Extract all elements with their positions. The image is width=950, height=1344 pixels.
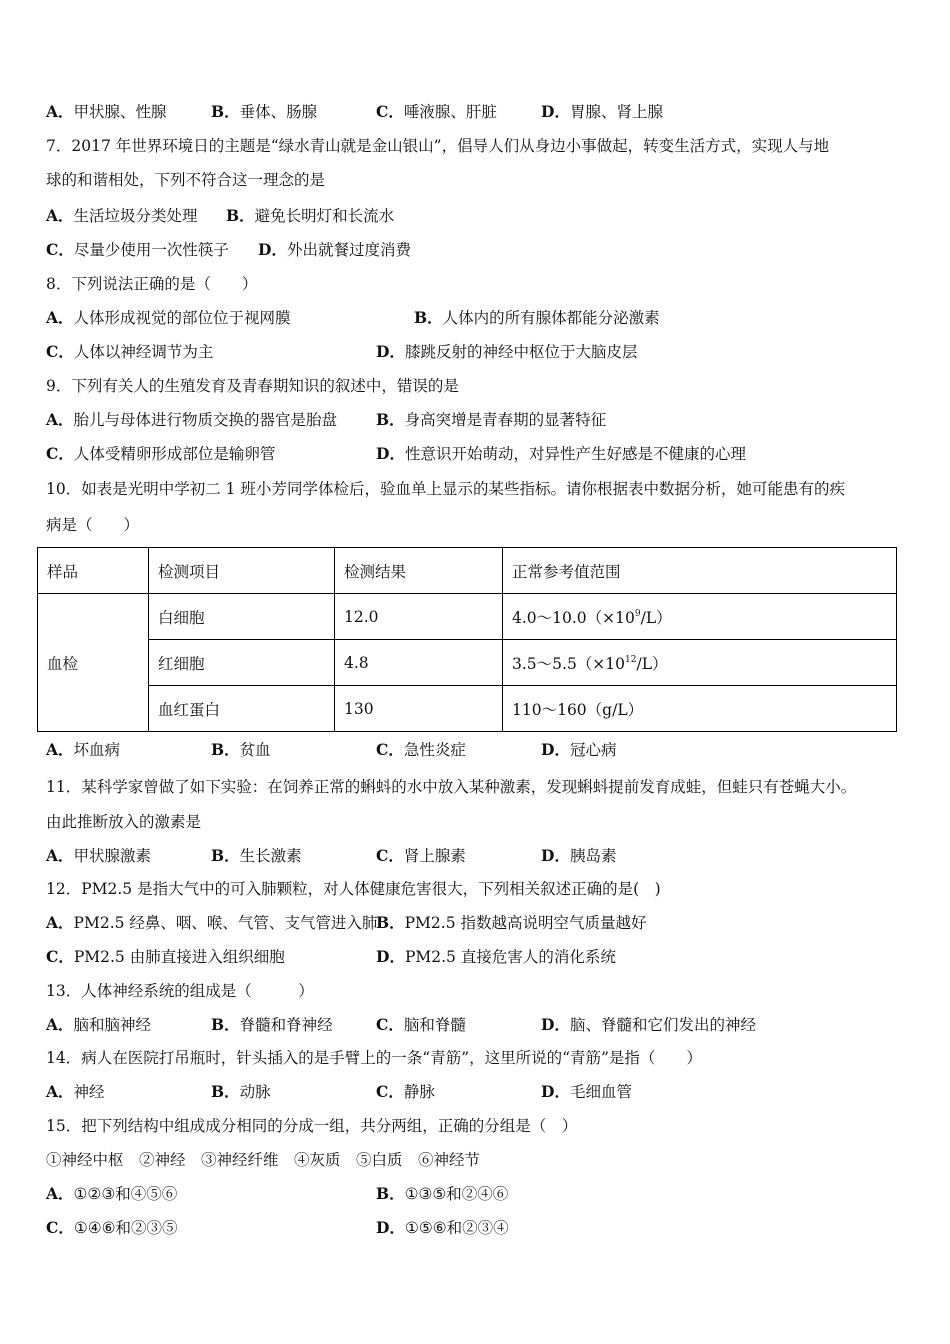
q14-option-b[interactable]: B．动脉	[211, 1082, 271, 1101]
q9-option-c[interactable]: C．人体受精卵形成部位是输卵管	[46, 444, 276, 463]
q10-option-a[interactable]: A．坏血病	[46, 740, 121, 759]
q13-option-b[interactable]: B．脊髓和脊神经	[211, 1015, 333, 1034]
q11-option-d[interactable]: D．胰岛素	[541, 846, 617, 865]
q15-items: ①神经中枢 ②神经 ③神经纤维 ④灰质 ⑤白质 ⑥神经节	[46, 1151, 481, 1169]
result-cell: 4.8	[335, 640, 503, 686]
q14-stem: 14．病人在医院打吊瓶时，针头插入的是手臂上的一条“青筋”，这里所说的“青筋”是指（ ）	[46, 1049, 702, 1067]
result-cell: 12.0	[335, 594, 503, 640]
q12-options-row1	[46, 913, 906, 933]
q13-stem: 13．人体神经系统的组成是（ ）	[46, 982, 314, 1000]
q7-options-row2	[46, 240, 906, 260]
q6-option-a[interactable]: A．甲状腺、性腺	[46, 102, 167, 121]
table-row	[38, 640, 897, 686]
header-result: 检测结果	[335, 548, 503, 594]
q9-option-b[interactable]: B．身高突增是青春期的显著特征	[376, 410, 607, 429]
q10-stem-line2: 病是（ ）	[46, 516, 140, 534]
q9-option-d[interactable]: D．性意识开始萌动，对异性产生好感是不健康的心理	[376, 444, 746, 463]
q15-options-row2	[46, 1218, 906, 1238]
header-sample: 样品	[38, 548, 149, 594]
q14-option-d[interactable]: D．毛细血管	[541, 1082, 632, 1101]
q8-stem: 8．下列说法正确的是（ ）	[46, 275, 258, 293]
q10-option-d[interactable]: D．冠心病	[541, 740, 617, 759]
q8-option-c[interactable]: C．人体以神经调节为主	[46, 342, 214, 361]
q9-option-a[interactable]: A．胎儿与母体进行物质交换的器官是胎盘	[46, 410, 338, 429]
item-cell: 红细胞	[149, 640, 335, 686]
q15-option-c[interactable]: C．①④⑥和②③⑤	[46, 1218, 178, 1237]
table-row	[38, 686, 897, 732]
q12-options-row2	[46, 947, 906, 967]
sample-cell: 血检	[38, 594, 149, 732]
q11-option-c[interactable]: C．肾上腺素	[376, 846, 466, 865]
q8-option-b[interactable]: B．人体内的所有腺体都能分泌激素	[414, 308, 660, 327]
q6-option-c[interactable]: C．唾液腺、肝脏	[376, 102, 497, 121]
q6-options	[46, 102, 906, 122]
q15-stem: 15．把下列结构中组成成分相同的分成一组，共分两组，正确的分组是（ ）	[46, 1117, 578, 1135]
q13-option-c[interactable]: C．脑和脊髓	[376, 1015, 466, 1034]
q10-stem-line1: 10．如表是光明中学初二 1 班小芳同学体检后，验血单上显示的某些指标。请你根据表中数据分析，她可能患有的疾	[46, 480, 845, 498]
q9-stem: 9．下列有关人的生殖发育及青春期知识的叙述中，错误的是	[46, 377, 459, 395]
q7-options-row1	[46, 206, 906, 226]
q13-option-a[interactable]: A．脑和脑神经	[46, 1015, 152, 1034]
q7-option-a[interactable]: A．生活垃圾分类处理	[46, 206, 198, 225]
q10-option-b[interactable]: B．贫血	[211, 740, 271, 759]
range-cell: 110～160（g/L）	[503, 686, 897, 732]
q15-option-a[interactable]: A．①②③和④⑤⑥	[46, 1184, 178, 1203]
q12-option-c[interactable]: C．PM2.5 由肺直接进入组织细胞	[46, 947, 285, 966]
q7-option-c[interactable]: C．尽量少使用一次性筷子	[46, 240, 229, 259]
q11-option-a[interactable]: A．甲状腺激素	[46, 846, 152, 865]
q9-options-row2	[46, 444, 906, 464]
q7-option-b[interactable]: B．避免长明灯和长流水	[226, 206, 395, 225]
q6-option-d[interactable]: D．胃腺、肾上腺	[541, 102, 663, 121]
header-range: 正常参考值范围	[503, 548, 897, 594]
table-row	[38, 594, 897, 640]
item-cell: 白细胞	[149, 594, 335, 640]
q11-stem-line2: 由此推断放入的激素是	[46, 813, 202, 831]
q10-options	[46, 740, 906, 760]
q11-option-b[interactable]: B．生长激素	[211, 846, 302, 865]
q15-option-d[interactable]: D．①⑤⑥和②③④	[376, 1218, 509, 1237]
item-cell: 血红蛋白	[149, 686, 335, 732]
q6-option-b[interactable]: B．垂体、肠腺	[211, 102, 318, 121]
q9-options-row1	[46, 410, 906, 430]
result-cell: 130	[335, 686, 503, 732]
q12-option-b[interactable]: B．PM2.5 指数越高说明空气质量越好	[376, 913, 647, 932]
q14-options	[46, 1082, 906, 1102]
q11-stem-line1: 11．某科学家曾做了如下实验：在饲养正常的蝌蚪的水中放入某种激素，发现蝌蚪提前发育成蛙，但蛙只有苍蝇大小。	[46, 778, 857, 796]
q15-option-b[interactable]: B．①③⑤和②④⑥	[376, 1184, 509, 1203]
q15-options-row1	[46, 1184, 906, 1204]
q13-option-d[interactable]: D．脑、脊髓和它们发出的神经	[541, 1015, 756, 1034]
q11-options	[46, 846, 906, 866]
q14-option-c[interactable]: C．静脉	[376, 1082, 435, 1101]
q8-options-row2	[46, 342, 906, 362]
q10-option-c[interactable]: C．急性炎症	[376, 740, 466, 759]
range-cell: $3.5\sim 5.5(\times 10^{12}/L)$	[503, 640, 897, 686]
q7-stem-line2: 球的和谐相处，下列不符合这一理念的是	[46, 171, 326, 189]
range-cell: $4.0\sim 10.0(\times 10^9/L)$	[503, 594, 897, 640]
q12-stem: 12．PM2.5 是指大气中的可入肺颗粒，对人体健康危害很大，下列相关叙述正确的是( )	[46, 880, 661, 898]
q7-stem-line1: 7．2017 年世界环境日的主题是“绿水青山就是金山银山”，倡导人们从身边小事做起，转变生活方式，实现人与地	[46, 137, 830, 155]
blood-test-table	[37, 547, 897, 732]
table-header-row	[38, 548, 897, 594]
q8-option-d[interactable]: D．膝跳反射的神经中枢位于大脑皮层	[376, 342, 638, 361]
q8-options-row1	[46, 308, 906, 328]
q14-option-a[interactable]: A．神经	[46, 1082, 105, 1101]
q13-options	[46, 1015, 906, 1035]
q8-option-a[interactable]: A．人体形成视觉的部位位于视网膜	[46, 308, 291, 327]
q12-option-d[interactable]: D．PM2.5 直接危害人的消化系统	[376, 947, 616, 966]
q12-option-a[interactable]: A．PM2.5 经鼻、咽、喉、气管、支气管进入肺	[46, 913, 378, 932]
q7-option-d[interactable]: D．外出就餐过度消费	[258, 240, 411, 259]
header-item: 检测项目	[149, 548, 335, 594]
